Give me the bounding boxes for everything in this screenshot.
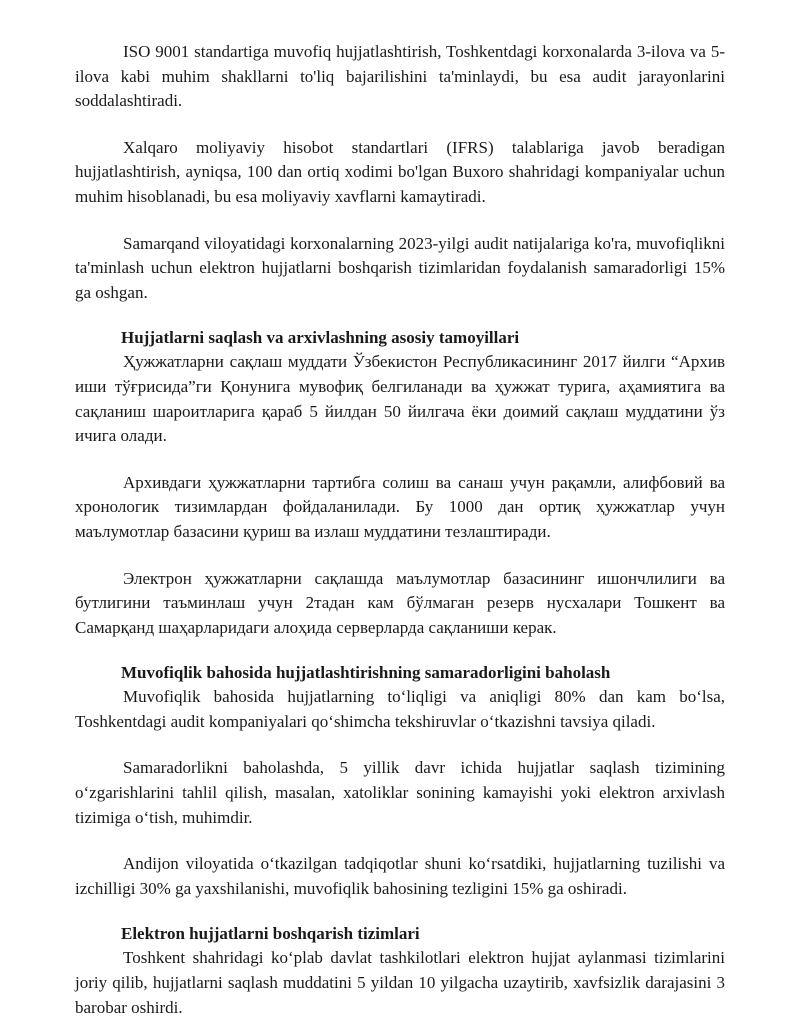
paragraph: Архивдаги ҳужжатларни тартибга солиш ва санаш учун рақамли, алифбовий ва хронологик тизимлардан фойдаланилади. Бу 1000 дан ортиқ ҳужжатлар учун маълумотлар базасини қуриш ва излаш муддатини тезлаштиради. (75, 472, 725, 541)
paragraph: Samaradorlikni baholashda, 5 yillik davr ichida hujjatlar saqlash tizimining o‘zgarishlarini tahlil qilish, masalan, xatoliklar sonining kamayishi yoki elektron arxivlash tizimiga o‘tish, muhimdir. (75, 758, 725, 827)
section-heading: Muvofiqlik bahosida hujjatlashtirishning samaradorligini baholash (121, 663, 611, 683)
paragraph: ISO 9001 standartiga muvofiq hujjatlashtirish, Toshkentdagi korxonalarda 3-ilova va 5-ilova kabi muhim shakllarni to'liq bajarilishini ta'minlaydi, bu esa audit jarayonlarini soddalashtiradi. (75, 42, 725, 111)
paragraph: Xalqaro moliyaviy hisobot standartlari (IFRS) talablariga javob beradigan hujjatlashtirish, ayniqsa, 100 dan ortiq xodimi bo'lgan Buxoro shahridagi kompaniyalar uchun muhim hisoblanadi, bu esa moliyaviy xavflarni kamaytiradi. (75, 137, 725, 206)
document-page (75, 40, 725, 1020)
paragraph: Электрон ҳужжатларни сақлашда маълумотлар базасининг ишончлилиги ва бутлигини таъминлаш учун 2тадан кам бўлмаган резерв нусхалари Тошкент ва Самарқанд шаҳарларидаги алоҳида серверларда сақланиши керак. (75, 568, 725, 637)
paragraph: Ҳужжатларни сақлаш муддати Ўзбекистон Республикасининг 2017 йилги “Архив иши тўғрисида”ги Қонунига мувофиқ белгиланади ва ҳужжат турига, аҳамиятига ва сақланиш шароитларига қараб 5 йилдан 50 йилгача ёки доимий сақлаш муддатини ўз ичига олади. (75, 352, 725, 446)
section-heading: Elektron hujjatlarni boshqarish tizimlari (121, 924, 420, 944)
paragraph: Muvofiqlik bahosida hujjatlarning to‘liqligi va aniqligi 80% dan kam bo‘lsa, Toshkentdagi audit kompaniyalari qo‘shimcha tekshiruvlar o‘tkazishni tavsiya qiladi. (75, 687, 725, 731)
paragraph: Andijon viloyatida o‘tkazilgan tadqiqotlar shuni ko‘rsatdiki, hujjatlarning tuzilishi va izchilligi 30% ga yaxshilanishi, muvofiqlik bahosining tezligini 15% ga oshiradi. (75, 854, 725, 898)
paragraph: Toshkent shahridagi ko‘plab davlat tashkilotlari elektron hujjat aylanmasi tizimlarini joriy qilib, hujjatlarni saqlash muddatini 5 yildan 10 yilgacha uzaytirib, xavfsizlik darajasini 3 barobar oshirdi. (75, 948, 725, 1017)
paragraph: Samarqand viloyatidagi korxonalarning 2023-yilgi audit natijalariga ko'ra, muvofiqlikni ta'minlash uchun elektron hujjatlarni boshqarish tizimlaridan foydalanish samaradorligi 15% ga oshgan. (75, 233, 725, 302)
section-heading: Hujjatlarni saqlash va arxivlashning asosiy tamoyillari (121, 328, 520, 348)
